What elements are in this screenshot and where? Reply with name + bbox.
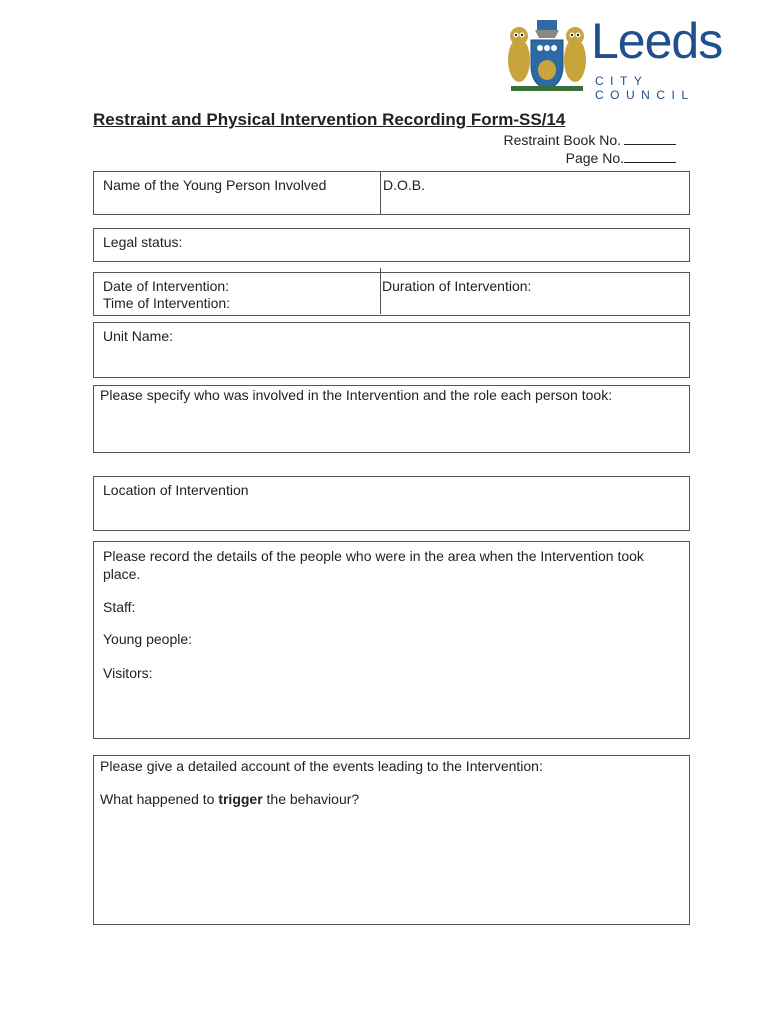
- legal-status-label: Legal status:: [103, 234, 183, 250]
- trigger-prefix: What happened to: [100, 791, 219, 807]
- divider: [380, 268, 381, 314]
- time-of-intervention-label: Time of Intervention:: [103, 295, 231, 311]
- staff-label: Staff:: [103, 599, 136, 615]
- restraint-book-label: Restraint Book No.: [503, 132, 621, 148]
- dob-label: D.O.B.: [383, 177, 426, 193]
- who-involved-label: Please specify who was involved in the Intervention and the role each person took:: [100, 387, 613, 403]
- divider: [380, 172, 381, 214]
- trigger-bold: trigger: [218, 791, 263, 807]
- logo-subtitle: CITY COUNCIL: [595, 74, 695, 102]
- young-person-box[interactable]: [93, 171, 690, 215]
- date-time-labels: [103, 278, 230, 312]
- page-no-label: Page No.: [565, 150, 624, 166]
- account-label: Please give a detailed account of the events leading to the Intervention:: [100, 758, 543, 774]
- page-no-blank[interactable]: [624, 150, 676, 163]
- visitors-label: Visitors:: [103, 665, 153, 681]
- date-of-intervention-label: Date of Intervention:: [103, 278, 230, 294]
- logo-wordmark: Leeds: [591, 13, 723, 69]
- restraint-book-line: [504, 131, 677, 149]
- book-reference: [504, 131, 677, 167]
- trigger-question: [100, 791, 359, 808]
- account-box[interactable]: [93, 755, 690, 925]
- people-in-area-label: Please record the details of the people who were in the area when the Intervention took place.: [103, 548, 644, 582]
- unit-name-box[interactable]: [93, 322, 690, 378]
- unit-name-label: Unit Name:: [103, 328, 174, 344]
- people-in-area-box[interactable]: [93, 541, 690, 739]
- trigger-suffix: the behaviour?: [262, 791, 360, 807]
- location-label: Location of Intervention: [103, 482, 249, 498]
- coat-of-arms-icon: [505, 18, 589, 94]
- restraint-book-blank[interactable]: [624, 132, 676, 145]
- young-person-name-label: Name of the Young Person Involved: [103, 177, 327, 193]
- legal-status-box[interactable]: [93, 228, 690, 262]
- duration-label: Duration of Intervention:: [382, 278, 532, 294]
- young-people-label: Young people:: [103, 631, 193, 647]
- who-involved-box[interactable]: [93, 385, 690, 453]
- page-no-line: [504, 149, 677, 167]
- intervention-time-box[interactable]: [93, 272, 690, 316]
- form-title: Restraint and Physical Intervention Recording Form-SS/14: [93, 110, 566, 129]
- leeds-city-council-logo: [505, 13, 753, 102]
- location-box[interactable]: [93, 476, 690, 531]
